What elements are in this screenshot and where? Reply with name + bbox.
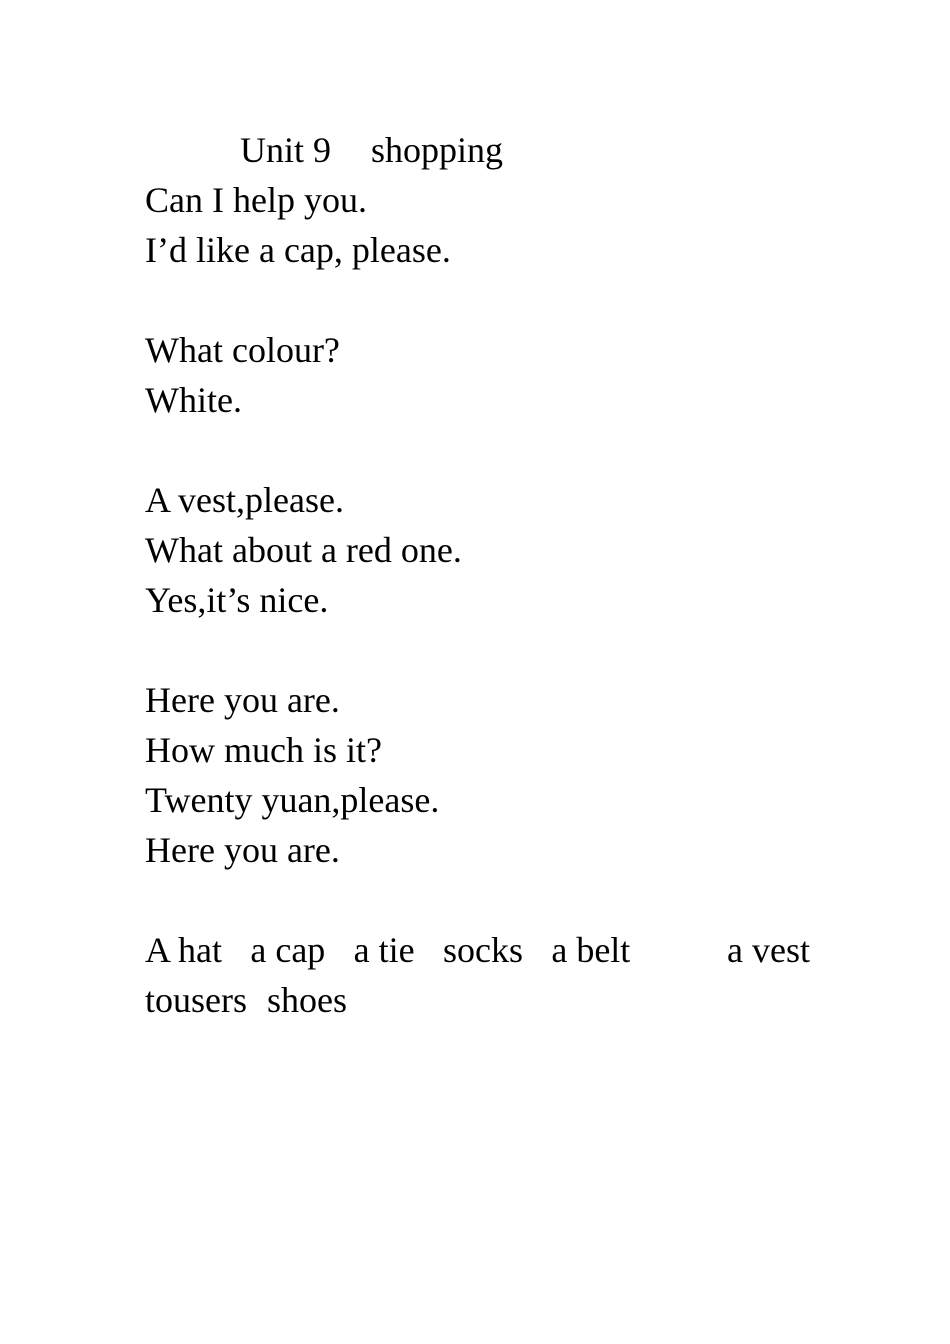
vocab-word: a cap xyxy=(250,930,326,970)
vocab-word: a belt xyxy=(551,930,631,970)
dialogue-line: A vest,please. xyxy=(145,480,344,520)
paragraph-gap xyxy=(145,875,810,925)
dialogue-line: Yes,it’s nice. xyxy=(145,580,329,620)
vocab-word: socks xyxy=(442,930,523,970)
dialogue-4 xyxy=(145,675,810,875)
dialogue-line: How much is it? xyxy=(145,730,382,770)
dialogue-line: Twenty yuan,please. xyxy=(145,780,440,820)
paragraph-gap xyxy=(145,625,810,675)
dialogue-line: Here you are. xyxy=(145,680,340,720)
dialogue-line: What about a red one. xyxy=(145,530,462,570)
vocabulary-row-2 xyxy=(145,975,810,1025)
vocab-word: tousers xyxy=(145,980,247,1020)
title-unit: Unit 9 xyxy=(240,130,332,170)
page-title xyxy=(145,125,810,175)
vocab-word: a vest xyxy=(727,930,810,970)
dialogue-line: Here you are. xyxy=(145,830,340,870)
dialogue-line: I’d like a cap, please. xyxy=(145,230,451,270)
dialogue-3 xyxy=(145,475,810,625)
dialogue-2 xyxy=(145,325,810,425)
vocab-word: A hat xyxy=(145,930,222,970)
dialogue-line: What colour? xyxy=(145,330,340,370)
dialogue-1 xyxy=(145,175,810,275)
dialogue-line: White. xyxy=(145,380,242,420)
vocabulary-row-1 xyxy=(145,925,810,975)
title-topic: shopping xyxy=(371,130,504,170)
paragraph-gap xyxy=(145,275,810,325)
dialogue-line: Can I help you. xyxy=(145,180,367,220)
vocab-word: a tie xyxy=(353,930,415,970)
document-body xyxy=(145,125,810,1025)
vocab-word: shoes xyxy=(267,980,347,1020)
paragraph-gap xyxy=(145,425,810,475)
